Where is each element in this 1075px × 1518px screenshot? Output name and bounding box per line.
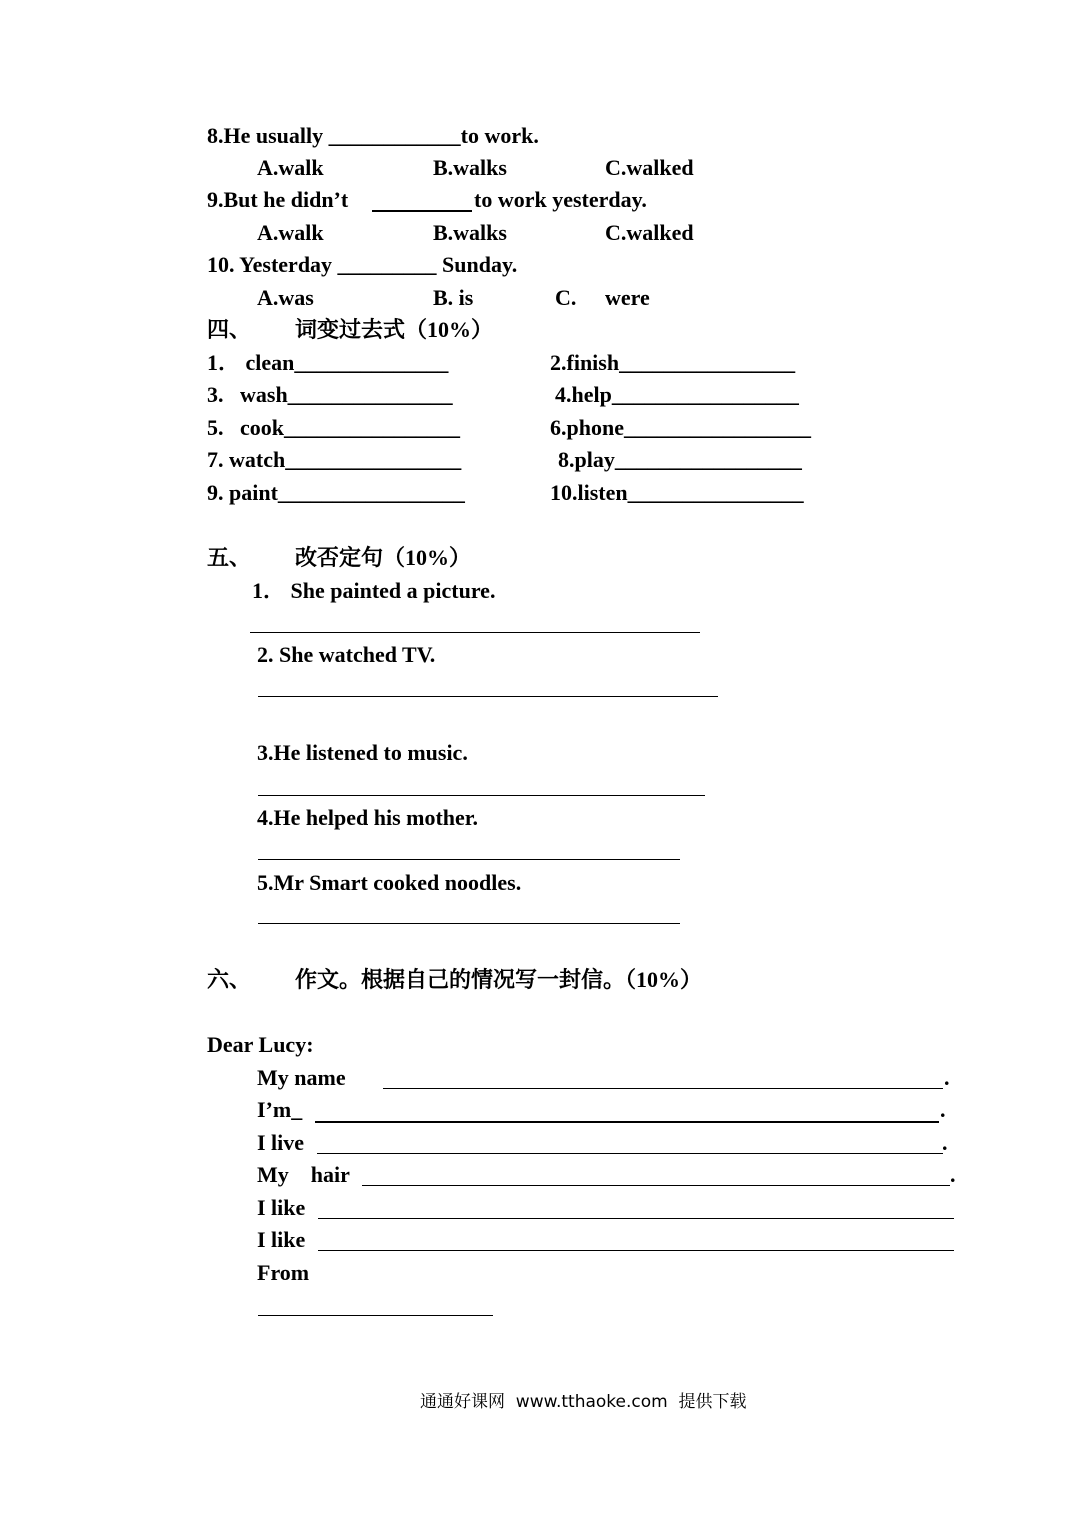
letter-line-1-period: . [944,1065,950,1090]
q10-option-c-label: C. [555,285,577,310]
section4-item-5: 5. cook________________ [207,415,460,440]
letter-line-1-blank[interactable] [383,1088,943,1089]
section4-number: 四、 [207,317,252,342]
q8-option-b: B.walks [433,155,507,180]
q10-option-a: A.was [257,285,314,310]
section4-item-2: 2.finish________________ [550,350,796,375]
section5-answer-line-4[interactable] [258,859,680,860]
section6-heading: 作文。根据自己的情况写一封信。（10%） [295,967,703,992]
page-footer: 通通好课网 www.tthaoke.com 提供下载 [420,1392,747,1412]
section5-item-4: 4.He helped his mother. [257,805,479,830]
letter-line-4-blank[interactable] [362,1185,950,1186]
section4-item-3: 3. wash_______________ [207,382,453,407]
section5-answer-line-5[interactable] [258,923,680,924]
q9-blank[interactable] [372,210,472,212]
q10-stem: 10. Yesterday _________ Sunday. [207,252,518,277]
letter-line-3-period: . [942,1130,948,1155]
section4-item-7: 7. watch________________ [207,447,462,472]
q9-stem-post: to work yesterday. [474,187,647,212]
q8-option-a: A.walk [257,155,324,180]
letter-from: From [257,1260,310,1285]
letter-line-4-label: My hair [257,1162,350,1187]
letter-line-5-blank[interactable] [318,1218,954,1219]
section4-item-8: 8.play_________________ [558,447,802,472]
letter-greeting: Dear Lucy: [207,1032,314,1057]
section5-item-3: 3.He listened to music. [257,740,468,765]
section6-number: 六、 [207,967,252,992]
letter-line-4-period: . [950,1162,956,1187]
section4-item-6: 6.phone_________________ [550,415,811,440]
letter-line-6-label: I like [257,1227,306,1252]
letter-line-2-label: I’m_ [257,1097,303,1122]
letter-line-1-label: My name [257,1065,346,1090]
letter-line-2-blank[interactable] [315,1121,939,1123]
section4-heading: 词变过去式（10%） [295,317,494,342]
q10-option-b: B. is [433,285,474,310]
section5-answer-line-1[interactable] [250,632,700,633]
q9-stem-pre: 9.But he didn’t [207,187,354,212]
section4-item-9: 9. paint_________________ [207,480,465,505]
q9-option-a: A.walk [257,220,324,245]
letter-line-3-blank[interactable] [317,1153,943,1154]
section5-item-2: 2. She watched TV. [257,642,436,667]
section5-item-1: 1． She painted a picture. [252,578,496,603]
section5-answer-line-3[interactable] [258,795,705,796]
q9-option-b: B.walks [433,220,507,245]
letter-line-5-label: I like [257,1195,306,1220]
section5-number: 五、 [207,545,252,570]
section5-heading: 改否定句（10%） [295,545,472,570]
section4-item-1: 1． clean______________ [207,350,449,375]
section4-item-4: 4.help_________________ [555,382,799,407]
letter-line-6-blank[interactable] [318,1250,954,1251]
letter-signature-line[interactable] [258,1315,493,1316]
section5-item-5: 5.Mr Smart cooked noodles. [257,870,522,895]
section5-answer-line-2[interactable] [258,696,718,697]
letter-line-3-label: I live [257,1130,305,1155]
letter-line-2-period: . [940,1097,946,1122]
q8-stem: 8.He usually ____________to work. [207,123,539,148]
q9-option-c: C.walked [605,220,694,245]
q10-option-c: were [605,285,650,310]
section4-item-10: 10.listen________________ [550,480,804,505]
q8-option-c: C.walked [605,155,694,180]
